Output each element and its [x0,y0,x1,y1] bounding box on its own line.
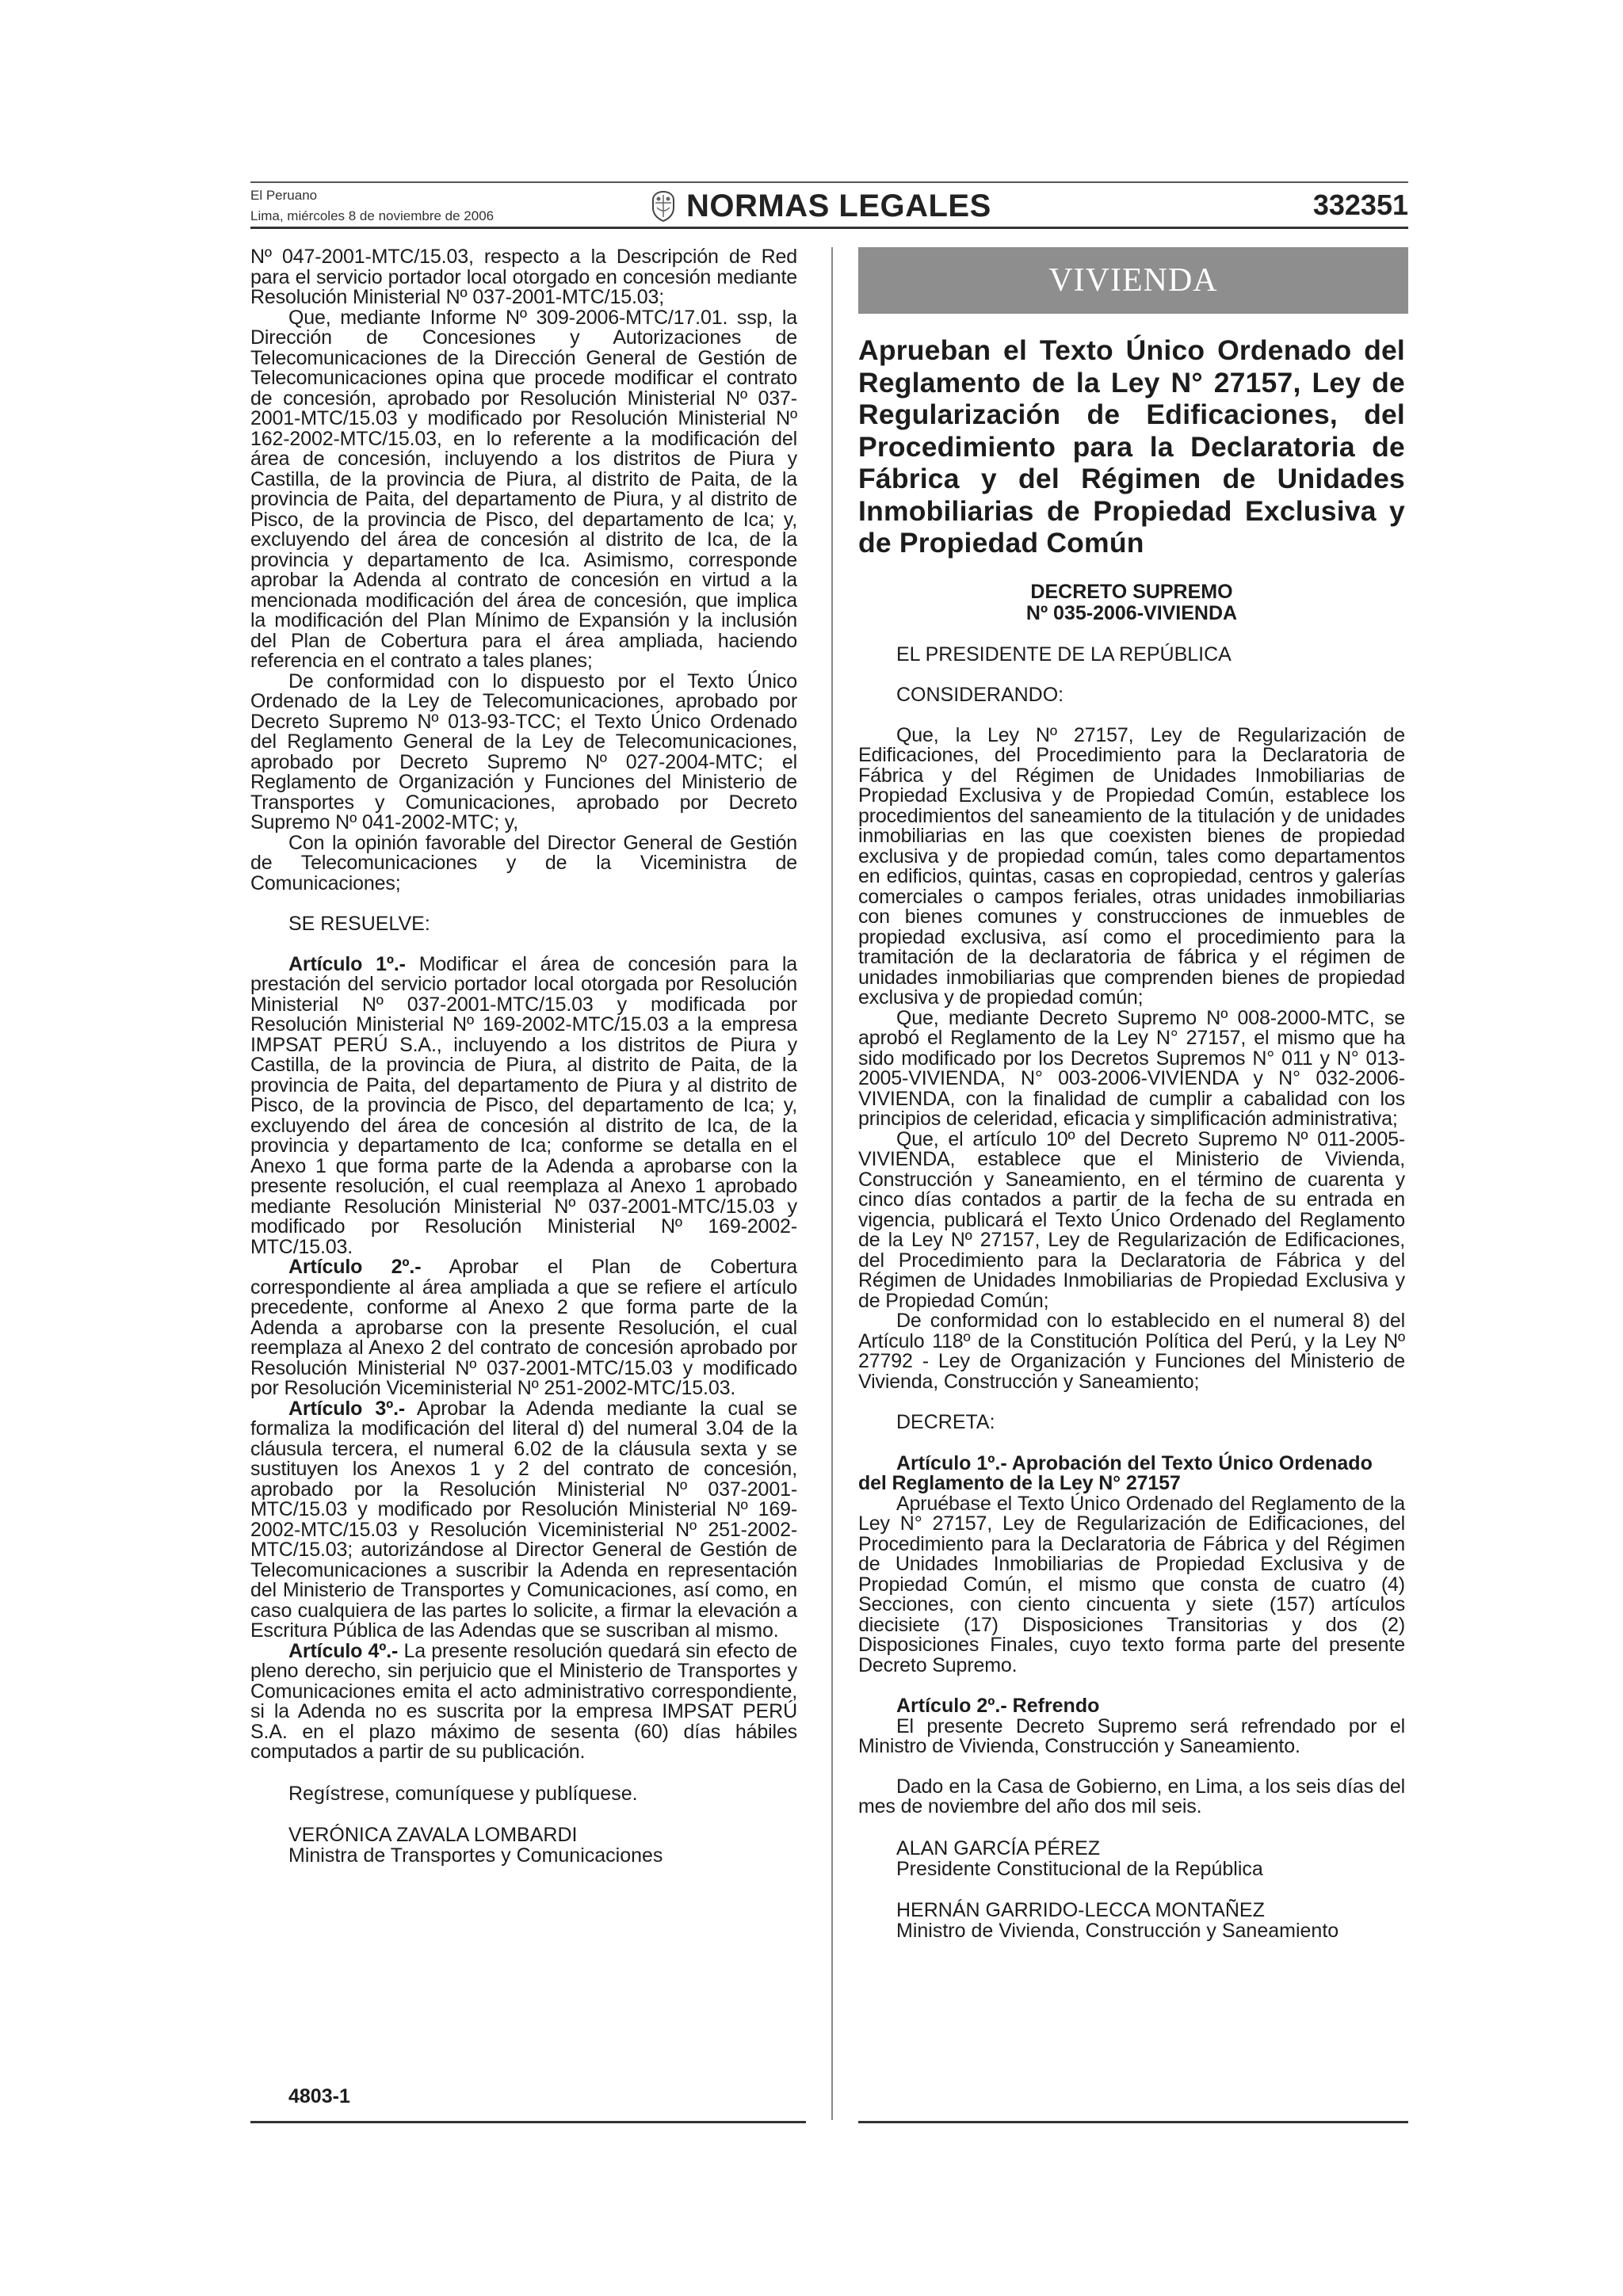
president-label: EL PRESIDENTE DE LA REPÚBLICA [896,643,1232,666]
header-publication-info [250,185,494,227]
article-heading: Artículo 3º.- [288,1397,406,1420]
considering-label: CONSIDERANDO: [896,684,1064,706]
paragraph: Que, la Ley Nº 27157, Ley de Regularización de Edificaciones, del Procedimiento para la Declaratoria de Fábrica y del Régimen de Unidades Inmobiliarias de Propiedad Exclusiva y de Propiedad Común, establece los procedimientos del saneamiento de la titulación y de unidades inmobiliarias en las que coexisten bienes de propiedad exclusiva y de propiedad común, tales como departamentos en edificios, quintas, casas en copropiedad, centros y galerías comerciales o campos feriales, otras unidades inmobiliarias con bienes comunes y construcciones de inmuebles de propiedad exclusiva, así como el procedimiento para la tramitación de la declaratoria de fábrica y el régimen de unidades inmobiliarias que comprenden bienes de propiedad exclusiva y de propiedad común; [858,723,1405,1009]
decree-heading [858,582,1405,624]
article-text: Modificar el área de concesión para la prestación del servicio portador local otorgada por Resolución Ministerial Nº 037-2001-MTC/15.03 y modificada por Resolución Ministerial Nº 169-2002-MTC/15.03 a la empresa IMPSAT PERÚ S.A., incluyendo a los distritos de Piura y Castilla, de la provincia de Piura, al distrito de Paita, de la provincia de Paita, del departamento de Piura y al distrito de Pisco, de la provincia de Pisco, del departamento de Ica; y, excluyendo del área de concesión al distrito de Ica, de la provincia y departamento de Ica; conforme se detalla en el Anexo 1 que forma parte de la Adenda a aprobarse con la presente resolución, el cual reemplaza al Anexo 1 aprobado mediante Resolución Ministerial Nº 037-2001-MTC/15.03 y modificado por Resolución Ministerial Nº 169-2002-MTC/15.03. [250,952,798,1258]
signer-title: Presidente Constitucional de la República [896,1857,1263,1880]
right-column [858,247,1405,1941]
header-section [650,185,991,227]
article-4 [250,1639,798,1763]
article-heading-cont: del Reglamento de la Ley N° 27157 [858,1472,1181,1494]
page-number: 332351 [1312,189,1408,221]
paragraph: De conformidad con lo establecido en el numeral 8) del Artículo 118º de la Constitución Política del Perú, y la Ley Nº 27792 - Ley de Organización y Funciones del Ministerio de Vivienda, Construcción y Saneamiento; [858,1310,1405,1393]
paragraph: Que, mediante Decreto Supremo Nº 008-2000-MTC, se aprobó el Reglamento de la Ley N° 27157, el mismo que ha sido modificado por los Decretos Supremos N° 011 y N° 013-2005-VIVIENDA, N° 003-2006-VIVIENDA y N° 032-2006-VIVIENDA, con la finalidad de cumplir a cabalidad con los principios de celeridad, eficacia y simplificación administrativa; [858,1006,1405,1130]
article-1 [250,952,798,1258]
signer-name: VERÓNICA ZAVALA LOMBARDI [288,1823,578,1846]
article-text: Aprobar el Plan de Cobertura correspondiente al área ampliada a que se refiere el artículo precedente, conforme al Anexo 2 que forma parte de la Adenda a aprobarse con la presente Resolución, el cual reemplaza al Anexo 2 del contrato de concesión aprobado por Resolución Ministerial Nº 037-2001-MTC/15.03 y modificado por Resolución Viceministerial Nº 251-2002-MTC/15.03. [250,1256,798,1399]
document-number: 4803-1 [288,2085,350,2107]
article-heading: Artículo 2º.- Refrendo [896,1695,1100,1717]
header-bottom-rule [250,227,1408,229]
resolve-label: SE RESUELVE: [288,913,430,935]
article-text: La presente resolución quedará sin efecto de pleno derecho, sin perjuicio que el Ministerio de Transportes y Comunicaciones emita el acto administrativo correspondiente, si la Adenda no es suscrita por la empresa IMPSAT PERÚ S.A. en el plazo máximo de sesenta (60) días hábiles computados a partir de su publicación. [250,1639,798,1763]
header-top-rule [250,181,1408,183]
column-divider [831,247,833,2120]
article-heading: Artículo 1º.- [288,952,406,975]
decree-number: Nº 035-2006-VIVIENDA [1025,601,1238,624]
article-heading: Artículo 2º.- [288,1256,422,1278]
bottom-rule [858,2121,1408,2123]
article-heading: Artículo 1º.- Aprobación del Texto Único Ordenado [896,1451,1373,1474]
article-2 [250,1257,797,1399]
paragraph: Nº 047-2001-MTC/15.03, respecto a la Descripción de Red para el servicio portador local otorgado en concesión mediante Resolución Ministerial Nº 037-2001-MTC/15.03; [250,246,797,308]
article-heading: Artículo 4º.- [288,1639,399,1662]
publication-name: El Peruano [250,188,318,203]
section-banner: VIVIENDA [858,247,1408,314]
paragraph: Con la opinión favorable del Director General de Gestión de Telecomunicaciones y de la Viceministra de Comunicaciones; [250,831,797,894]
signer-name: ALAN GARCÍA PÉREZ [896,1836,1101,1859]
article-text: Aprobar la Adenda mediante la cual se formaliza la modificación del literal d) del numeral 3.04 de la cláusula tercera, el numeral 6.02 de la cláusula sexta y se sustituyen los Anexos 1 y 2 del contrato de concesión, aprobado por la Resolución Ministerial Nº 037-2001-MTC/15.03 y modificado por Resolución Ministerial Nº 169-2002-MTC/15.03 y Resolución Viceministerial Nº 251-2002-MTC/15.03; autorizándose al Director General de Gestión de Telecomunicaciones a suscribir la Adenda en representación del Ministerio de Transportes y Comunicaciones, así como, en caso cualquiera de las partes lo solicite, a firmar la elevación a Escritura Pública de las Adendas que se suscriban al mismo. [250,1397,798,1642]
signer-title: Ministra de Transportes y Comunicaciones [288,1844,663,1867]
article-text: Apruébase el Texto Único Ordenado del Reglamento de la Ley N° 27157, Ley de Regularización de Edificaciones, del Procedimiento para la Declaratoria de Fábrica y del Régimen de Unidades Inmobiliarias de Propiedad Exclusiva y de Propiedad Común, el mismo que consta de cuatro (4) Secciones, con ciento cincuenta y siete (157) artículos diecisiete (17) Disposiciones Transitorias y dos (2) Disposiciones Finales, cuyo texto forma parte del presente Decreto Supremo. [858,1492,1405,1676]
decree-type: DECRETO SUPREMO [1030,580,1233,603]
publication-date: Lima, miércoles 8 de noviembre de 2006 [250,208,495,223]
closing-formula: Regístrese, comuníquese y publíquese. [288,1782,638,1805]
signer-name: HERNÁN GARRIDO-LECCA MONTAÑEZ [896,1898,1265,1921]
section-title: NORMAS LEGALES [686,188,991,223]
coat-of-arms-icon [650,190,677,222]
given-at: Dado en la Casa de Gobierno, en Lima, a los seis días del mes de noviembre del año dos mil seis. [858,1775,1405,1817]
signer-title: Ministro de Vivienda, Construcción y Saneamiento [896,1919,1339,1942]
paragraph: Que, mediante Informe Nº 309-2006-MTC/17.01. ssp, la Dirección de Concesiones y Autorizaciones de Telecomunicaciones de la Dirección General de Gestión de Telecomunicaciones opina que procede modificar el contrato de concesión, aprobado por Resolución Ministerial Nº 037-2001-MTC/15.03 y modificado por Resolución Ministerial Nº 162-2002-MTC/15.03, en lo referente a la modificación del área de concesión, incluyendo a los distritos de Piura y Castilla, de la provincia de Piura, al distrito de Paita, de la provincia de Paita, del departamento de Piura, y al distrito de Pisco, de la provincia de Pisco, del departamento de Ica; y, excluyendo del área de concesión al distrito de Ica, de la provincia y departamento de Ica. Asimismo, corresponde aprobar la Adenda al contrato de concesión en virtud a la mencionada modificación del área de concesión, que implica la modificación del Plan Mínimo de Expansión y la inclusión del Plan de Cobertura para el área ampliada, haciendo referencia en el contrato a tales planes; [250,306,797,672]
bottom-rule [250,2121,806,2123]
document-title: Aprueban el Texto Único Ordenado del Reglamento de la Ley N° 27157, Ley de Regularización de Edificaciones, del Procedimiento para la Declaratoria de Fábrica y del Régimen de Unidades Inmobiliarias de Propiedad Exclusiva y de Propiedad Común [858,334,1405,559]
paragraph: Que, el artículo 10º del Decreto Supremo Nº 011-2005-VIVIENDA, establece que el Ministerio de Vivienda, Construcción y Saneamiento, en el término de cuarenta y cinco días contados a partir de la fecha de su entrada en vigencia, publicará el Texto Único Ordenado del Reglamento de la Ley Nº 27157, Ley de Regularización de Edificaciones, del Procedimiento para la Declaratoria de Fábrica y del Régimen de Unidades Inmobiliarias de Propiedad Exclusiva y de Propiedad Común; [858,1127,1405,1312]
paragraph: De conformidad con lo dispuesto por el Texto Único Ordenado de la Ley de Telecomunicaciones, aprobado por Decreto Supremo Nº 013-93-TCC; el Texto Único Ordenado del Reglamento General de la Ley de Telecomunicaciones, aprobado por Decreto Supremo Nº 027-2004-MTC; el Reglamento de Organización y Funciones del Ministerio de Transportes y Comunicaciones, aprobado por Decreto Supremo Nº 041-2002-MTC; y, [250,669,797,833]
decreta-label: DECRETA: [896,1411,995,1433]
left-column [250,247,797,1866]
article-text: El presente Decreto Supremo será refrendado por el Ministro de Vivienda, Construcción y Saneamiento. [858,1714,1405,1757]
article-3 [250,1399,797,1642]
